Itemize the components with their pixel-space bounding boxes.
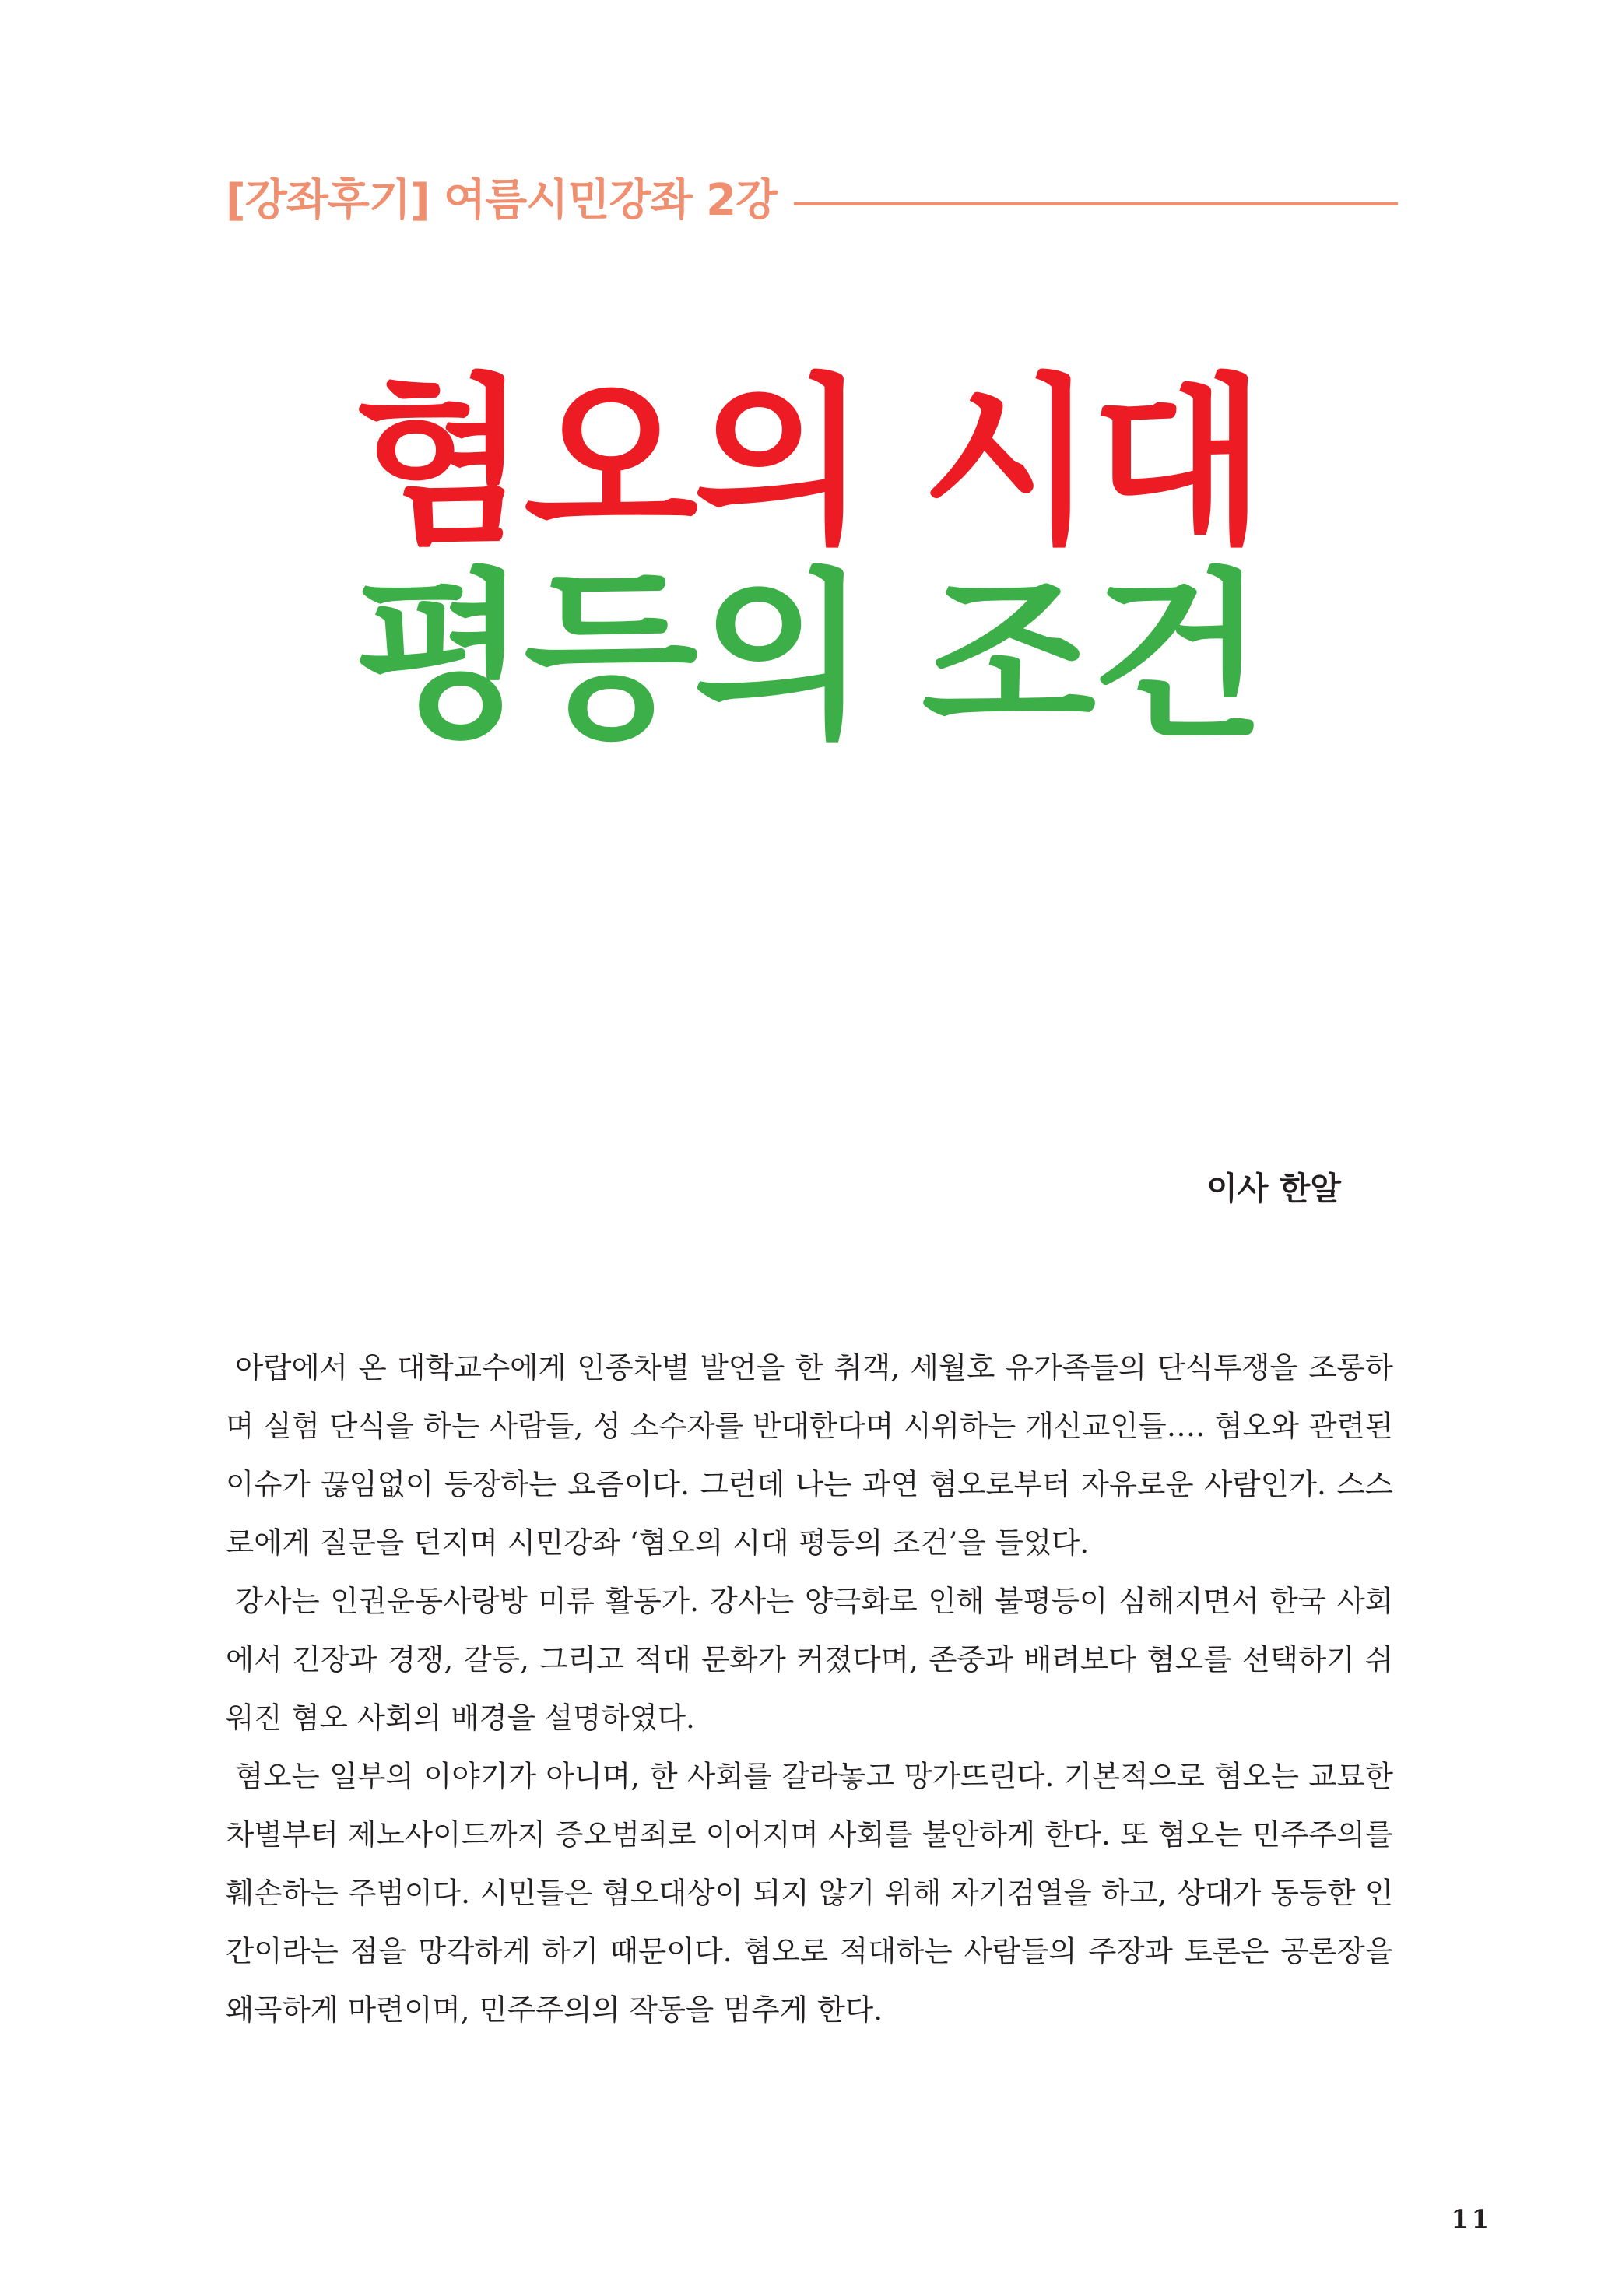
body-paragraph-1: 아랍에서 온 대학교수에게 인종차별 발언을 한 취객, 세월호 유가족들의 단식투쟁을 조롱하며 실험 단식을 하는 사람들, 성 소수자를 반대한다며 시위하는 개신교인들…. 혐오와 관련된 이슈가 끊임없이 등장하는 요즘이다. 그런데 나는 과연 혐오로부터 자유로운 사람인가. 스스로에게 질문을 던지며 시민강좌 ‘혐오의 시대 평등의 조건’을 들었다. xyxy=(226,1350,1393,1560)
title-line-2: 평등의 조건 xyxy=(353,553,1262,763)
article-title xyxy=(0,358,1615,763)
section-label: [강좌후기] 여름시민강좌 2강 xyxy=(226,175,778,226)
section-header xyxy=(226,165,1398,237)
author-byline: 이사 한알 xyxy=(1206,1170,1341,1207)
header-divider xyxy=(794,202,1398,205)
body-paragraph-3: 혐오는 일부의 이야기가 아니며, 한 사회를 갈라놓고 망가뜨린다. 기본적으로 혐오는 교묘한 차별부터 제노사이드까지 증오범죄로 이어지며 사회를 불안하게 한다. 또 혐오는 민주주의를 훼손하는 주범이다. 시민들은 혐오대상이 되지 않기 위해 자기검열을 하고, 상대가 동등한 인간이라는 점을 망각하게 하기 때문이다. 혐오로 적대하는 사람들의 주장과 토론은 공론장을 왜곡하게 마련이며, 민주주의의 작동을 멈추게 한다. xyxy=(226,1759,1393,2027)
page-number: 11 xyxy=(1451,2204,1492,2234)
article-body xyxy=(226,1339,1393,2039)
body-paragraph-2: 강사는 인권운동사랑방 미류 활동가. 강사는 양극화로 인해 불평등이 심해지면서 한국 사회에서 긴장과 경쟁, 갈등, 그리고 적대 문화가 커졌다며, 존중과 배려보다 혐오를 선택하기 쉬워진 혐오 사회의 배경을 설명하였다. xyxy=(226,1584,1393,1735)
title-line-1: 혐오의 시대 xyxy=(353,358,1262,568)
